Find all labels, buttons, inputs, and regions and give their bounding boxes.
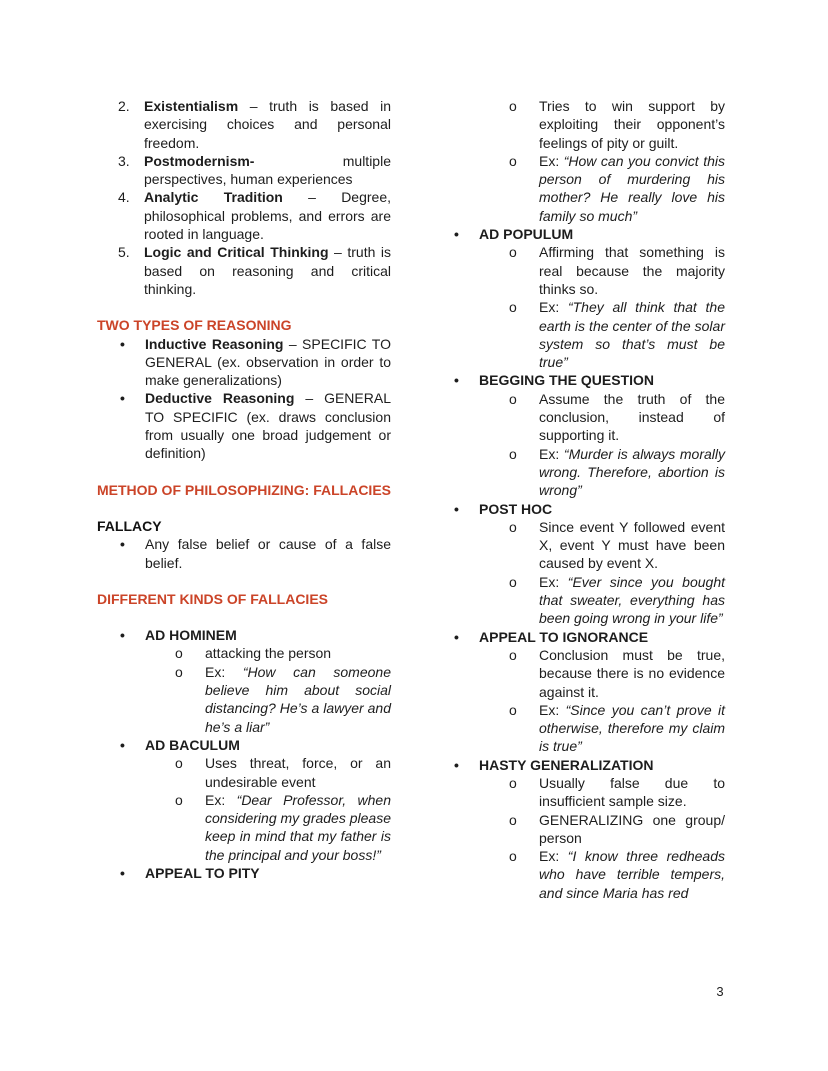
description: Since event Y followed event X, event Y must have been caused by event X. xyxy=(539,518,725,572)
sub-bullet-marker: o xyxy=(175,645,183,662)
bullet-marker: • xyxy=(120,536,125,553)
heading-method-of-philosophizing: METHOD OF PHILOSOPHIZING: FALLACIES xyxy=(97,481,391,498)
example-quote: “I know three redheads who have terrible tempers, and since Maria has red xyxy=(539,848,725,901)
fallacy-point xyxy=(431,97,725,152)
term: Logic and Critical Thinking xyxy=(144,244,329,261)
fallacy-begging-the-question xyxy=(431,371,725,499)
description: Tries to win support by exploiting their opponent’s feelings of pity or guilt. xyxy=(539,98,725,151)
page-number: 3 xyxy=(716,984,724,999)
numbered-item-2 xyxy=(97,97,391,152)
bullet-marker: • xyxy=(454,226,459,243)
sub-bullet-marker: o xyxy=(509,390,517,407)
fallacy-hasty-generalization xyxy=(431,756,725,902)
bullet-marker: • xyxy=(120,390,125,407)
fallacy-post-hoc xyxy=(431,500,725,628)
sub-bullet-marker: o xyxy=(509,573,517,590)
reasoning-item-inductive xyxy=(97,335,391,390)
sub-bullet-marker: o xyxy=(175,755,183,772)
fallacy-name: AD HOMINEM xyxy=(145,627,237,644)
page-content xyxy=(97,97,725,902)
point-text xyxy=(539,774,725,811)
fallacy-name: APPEAL TO IGNORANCE xyxy=(479,628,649,645)
example-text xyxy=(539,847,725,902)
fallacy-name: AD BACULUM xyxy=(145,736,240,753)
sub-bullet-marker: o xyxy=(509,518,517,535)
point-text xyxy=(539,390,725,445)
example-label: Ex: xyxy=(539,573,568,590)
example-quote: “They all think that the earth is the center of the solar system so that’s must be true” xyxy=(539,299,725,371)
description: Uses threat, force, or an undesirable event xyxy=(205,755,391,790)
example-label: Ex: xyxy=(539,701,566,718)
sub-bullet-marker: o xyxy=(509,299,517,316)
fallacy-definition-item xyxy=(97,535,391,572)
philosophy-numbered-list xyxy=(97,97,391,298)
fallacy-example xyxy=(431,847,725,902)
item-text xyxy=(144,188,391,243)
example-label: Ex: xyxy=(539,445,564,462)
fallacy-name: POST HOC xyxy=(479,500,553,517)
heading-different-kinds-of-fallacies: DIFFERENT KINDS OF FALLACIES xyxy=(97,590,328,607)
point-text xyxy=(539,811,725,848)
bullet-marker: • xyxy=(454,372,459,389)
fallacy-name-row xyxy=(431,371,725,389)
item-text xyxy=(144,243,391,298)
definition: – Degree, philosophical problems, and errors are rooted in language. xyxy=(144,189,392,243)
fallacy-appeal-to-pity xyxy=(97,864,391,882)
description: Usually false due to insufficient sample size. xyxy=(539,774,725,810)
left-column xyxy=(97,97,391,902)
item-number: 5. xyxy=(118,244,130,261)
fallacy-example xyxy=(431,445,725,500)
example-text xyxy=(539,573,725,628)
heading-fallacy: FALLACY xyxy=(97,517,162,534)
fallacy-appeal-to-ignorance xyxy=(431,628,725,756)
definition: – GENERAL TO SPECIFIC (ex. draws conclusion from usually one broad judgement or definition) xyxy=(145,390,391,462)
example-label: Ex: xyxy=(539,152,564,169)
point-text xyxy=(539,518,725,573)
fallacy-example xyxy=(431,298,725,371)
example-label: Ex: xyxy=(205,663,243,680)
fallacy-point xyxy=(431,518,725,573)
fallacy-name-row xyxy=(431,628,725,646)
definition: – SPECIFIC TO GENERAL (ex. observation in order to make generalizations) xyxy=(145,335,391,389)
item-text: Any false belief or cause of a false belief. xyxy=(145,536,391,571)
sub-bullet-marker: o xyxy=(175,791,183,808)
example-quote: “Since you can’t prove it otherwise, therefore my claim is true” xyxy=(539,701,726,755)
definition: – truth is based in exercising choices and personal freedom. xyxy=(144,98,391,151)
definition: – truth is based on reasoning and critical thinking. xyxy=(144,244,391,297)
fallacy-example xyxy=(431,152,725,225)
fallacies-list-left xyxy=(97,626,391,882)
bullet-marker: • xyxy=(120,335,125,352)
term: Inductive Reasoning xyxy=(145,335,284,352)
definition: multiple perspectives, human experiences xyxy=(144,152,391,188)
description: GENERALIZING one group/ person xyxy=(539,811,725,846)
fallacy-point xyxy=(431,811,725,848)
description: Conclusion must be true, because there is no evidence against it. xyxy=(539,646,725,700)
fallacy-name-row xyxy=(431,500,725,518)
item-text xyxy=(145,389,391,462)
point-text xyxy=(539,97,725,152)
fallacy-point xyxy=(431,774,725,811)
example-quote: “Dear Professor, when considering my grades please keep in mind that my father is the principal and your boss!” xyxy=(205,791,391,863)
fallacy-example xyxy=(97,663,391,736)
sub-bullet-marker: o xyxy=(175,663,183,680)
fallacy-point xyxy=(431,243,725,298)
term: Postmodernism- xyxy=(144,152,255,169)
point-text xyxy=(539,243,725,298)
reasoning-list xyxy=(97,335,391,463)
item-number: 3. xyxy=(118,152,130,169)
example-quote: “How can you convict this person of murdering his mother? He really love his family so much” xyxy=(539,152,725,224)
reasoning-item-deductive xyxy=(97,389,391,462)
fallacy-name-row xyxy=(97,626,391,644)
point-text xyxy=(205,644,391,662)
bullet-marker: • xyxy=(454,500,459,517)
example-label: Ex: xyxy=(539,848,568,865)
example-quote: “Murder is always morally wrong. Therefore, abortion is wrong” xyxy=(539,445,725,499)
term: Existentialism xyxy=(144,98,239,114)
point-text xyxy=(539,646,725,701)
fallacy-name: AD POPULUM xyxy=(479,226,574,243)
fallacy-example xyxy=(97,791,391,864)
point-text xyxy=(205,754,391,791)
heading-two-types-of-reasoning: TWO TYPES OF REASONING xyxy=(97,317,292,334)
example-quote: “Ever since you bought that sweater, everything has been going wrong in your life” xyxy=(539,573,725,627)
fallacy-name: APPEAL TO PITY xyxy=(145,864,260,881)
numbered-item-3 xyxy=(97,152,391,189)
description: attacking the person xyxy=(205,645,332,662)
item-text xyxy=(144,97,391,152)
fallacy-name-row xyxy=(431,225,725,243)
fallacy-point xyxy=(97,644,391,662)
numbered-item-5 xyxy=(97,243,391,298)
example-label: Ex: xyxy=(205,791,237,808)
example-quote: “How can someone believe him about social distancing? He’s a lawyer and he’s a liar” xyxy=(205,663,391,735)
fallacy-name-row xyxy=(97,864,391,882)
example-text xyxy=(539,445,725,500)
right-column xyxy=(431,97,725,902)
numbered-item-4 xyxy=(97,188,391,243)
sub-bullet-marker: o xyxy=(509,774,517,791)
fallacy-name-row xyxy=(97,736,391,754)
description: Affirming that something is real because the majority thinks so. xyxy=(539,244,725,297)
fallacy-point xyxy=(431,390,725,445)
sub-bullet-marker: o xyxy=(509,244,517,261)
example-text xyxy=(205,791,391,864)
bullet-marker: • xyxy=(120,627,125,644)
term: Deductive Reasoning xyxy=(145,390,295,407)
fallacy-ad-hominem xyxy=(97,626,391,736)
fallacy-ad-baculum xyxy=(97,736,391,864)
term: Analytic Tradition xyxy=(144,189,283,206)
example-text xyxy=(205,663,391,736)
fallacy-name-row xyxy=(431,756,725,774)
example-text xyxy=(539,701,725,756)
sub-bullet-marker: o xyxy=(509,445,517,462)
description: Assume the truth of the conclusion, instead of supporting it. xyxy=(539,390,725,444)
fallacy-point xyxy=(97,754,391,791)
bullet-marker: • xyxy=(454,628,459,645)
fallacy-name: HASTY GENERALIZATION xyxy=(479,756,654,773)
sub-bullet-marker: o xyxy=(509,701,517,718)
item-text xyxy=(145,335,391,390)
bullet-marker: • xyxy=(120,736,125,753)
fallacy-ad-populum xyxy=(431,225,725,371)
sub-bullet-marker: o xyxy=(509,848,517,865)
example-label: Ex: xyxy=(539,299,568,316)
sub-bullet-marker: o xyxy=(509,98,517,114)
example-text xyxy=(539,298,725,371)
sub-bullet-marker: o xyxy=(509,152,517,169)
appeal-to-pity-continuation xyxy=(431,97,725,225)
bullet-marker: • xyxy=(120,864,125,881)
example-text xyxy=(539,152,725,225)
item-number: 2. xyxy=(118,98,130,114)
fallacy-name: BEGGING THE QUESTION xyxy=(479,372,655,389)
bullet-marker: • xyxy=(454,756,459,773)
fallacy-example xyxy=(431,701,725,756)
fallacy-point xyxy=(431,646,725,701)
fallacy-example xyxy=(431,573,725,628)
sub-bullet-marker: o xyxy=(509,811,517,828)
item-number: 4. xyxy=(118,189,130,206)
item-text xyxy=(144,152,391,189)
sub-bullet-marker: o xyxy=(509,646,517,663)
